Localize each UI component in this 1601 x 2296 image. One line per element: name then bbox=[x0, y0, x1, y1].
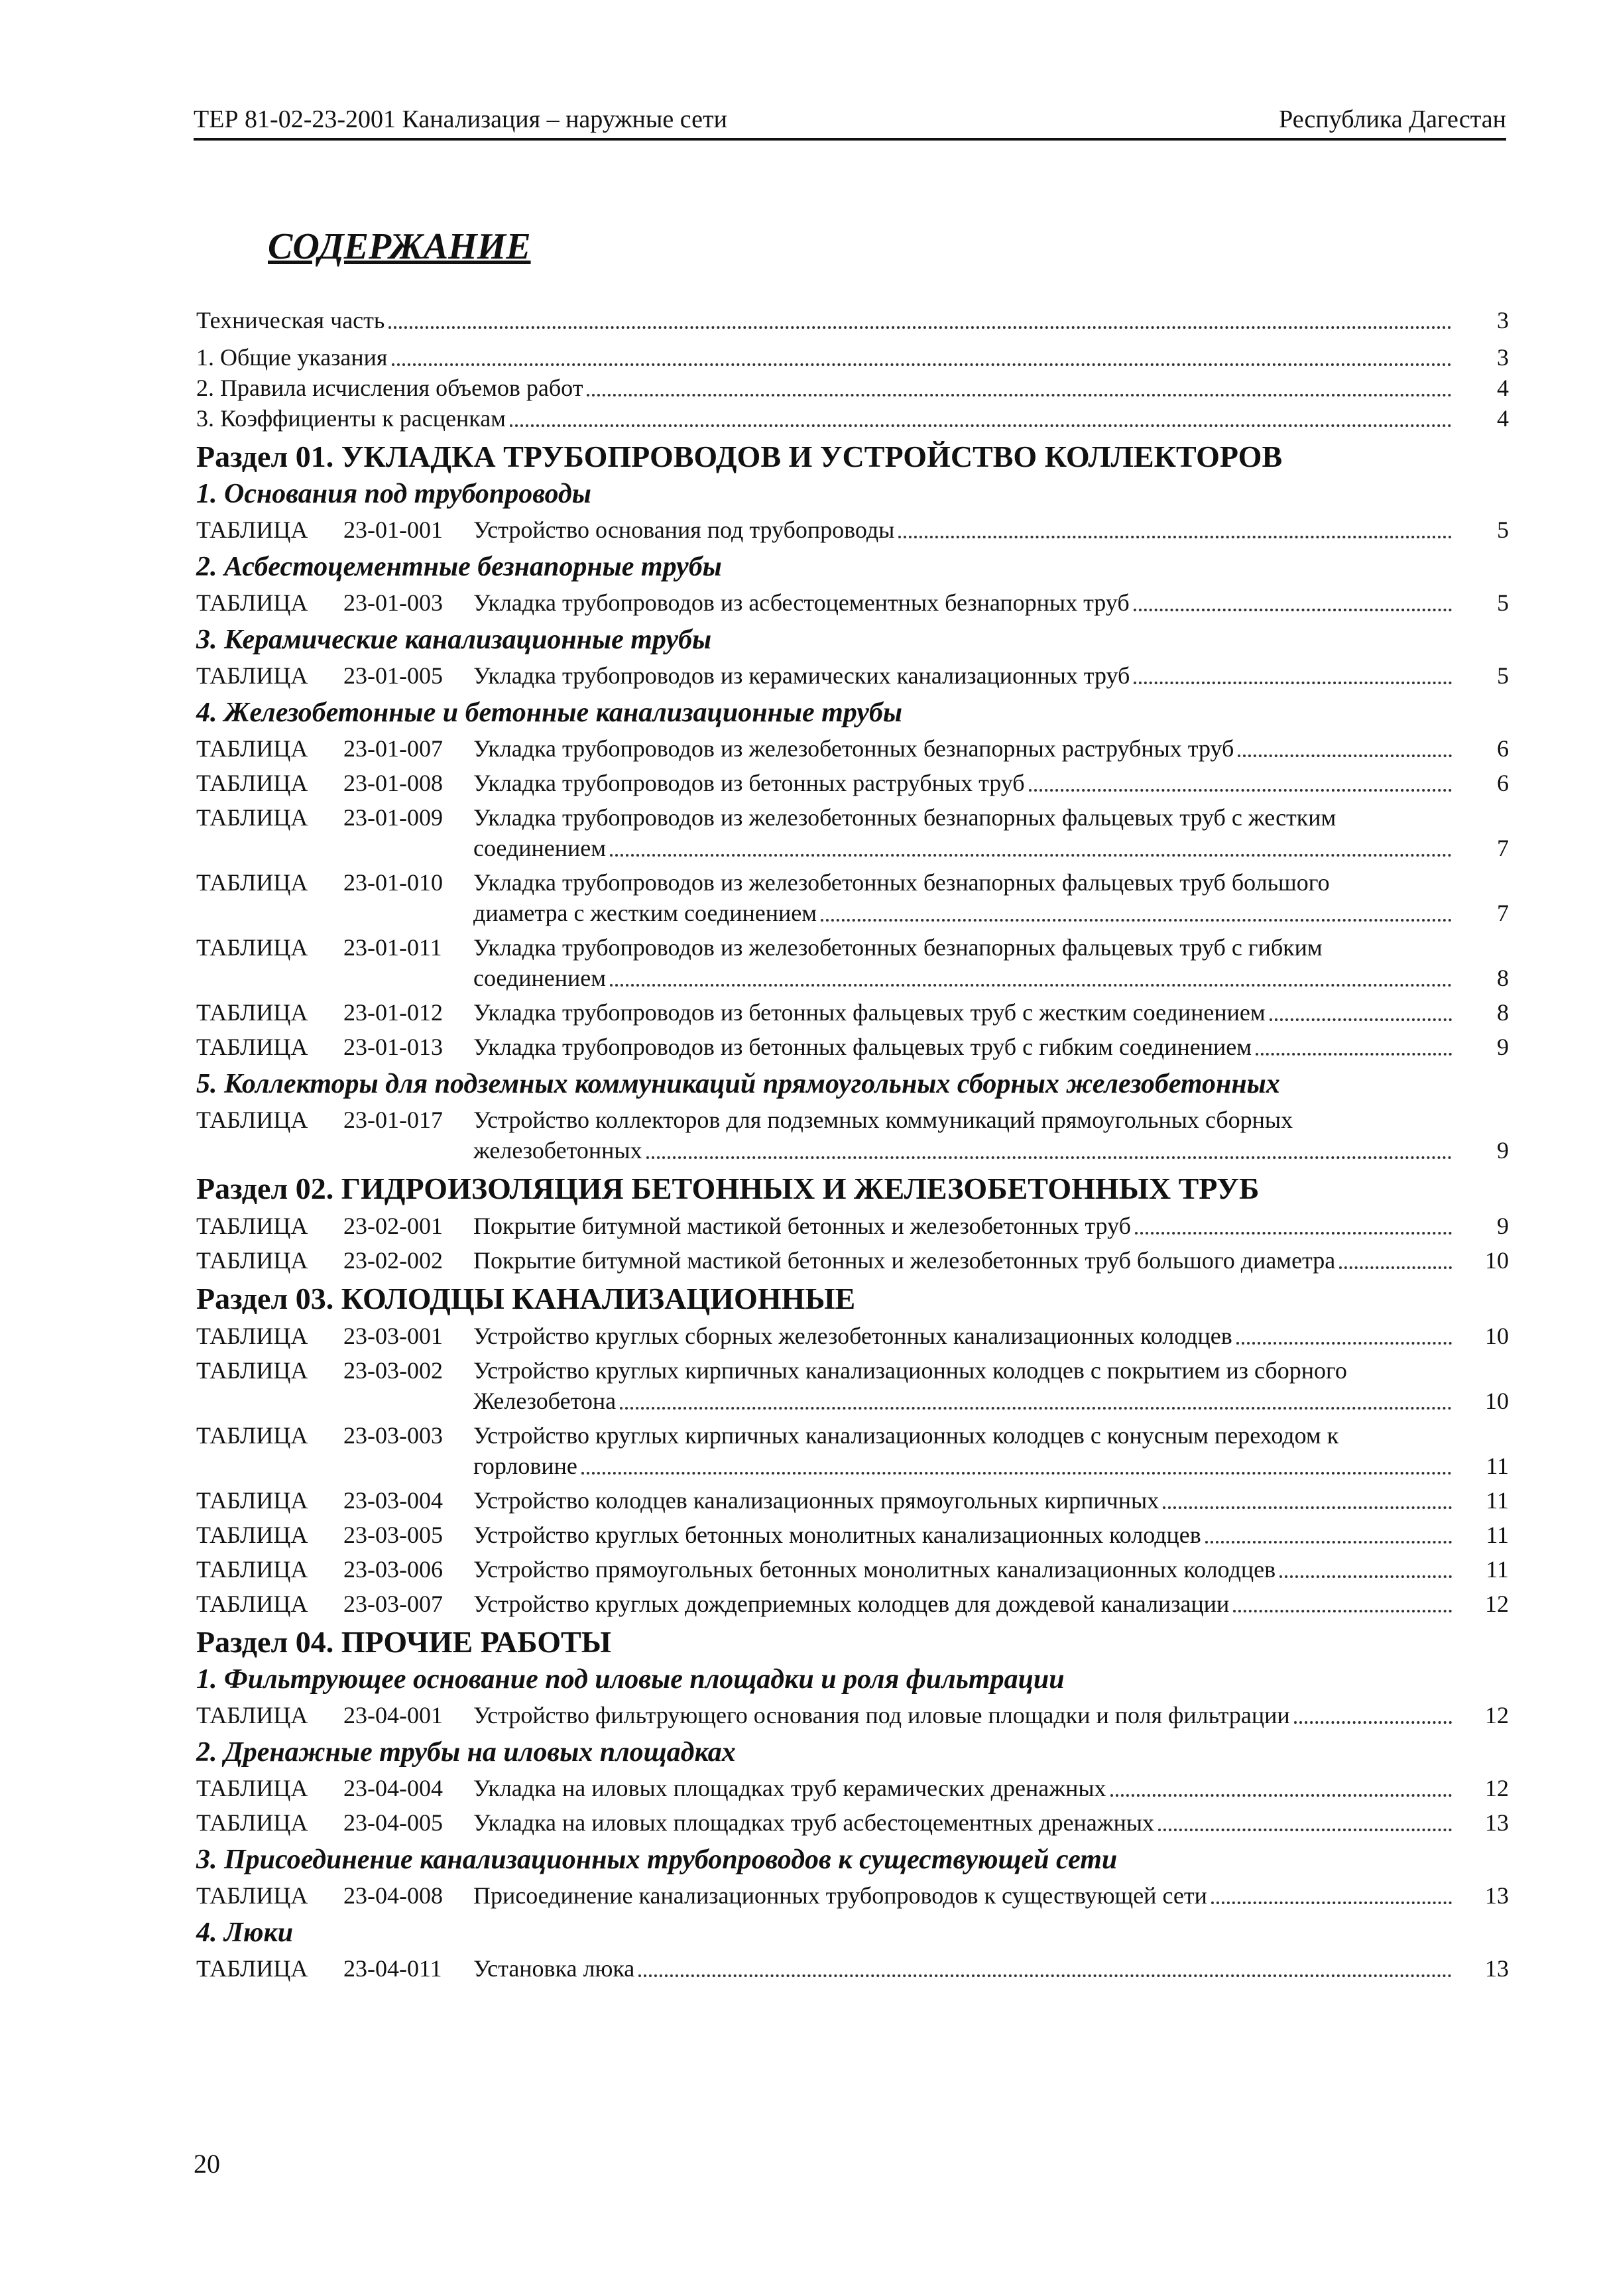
toc-line bbox=[473, 898, 1456, 928]
table-label: ТАБЛИЦА bbox=[196, 589, 308, 616]
table-code: 23-01-013 bbox=[343, 1034, 443, 1060]
table-code: 23-01-012 bbox=[343, 999, 443, 1026]
table-code: 23-03-006 bbox=[343, 1556, 443, 1583]
toc-page-number: 6 bbox=[1497, 735, 1509, 762]
toc-table-entry[interactable] bbox=[196, 1211, 1509, 1241]
toc-entry-text: Техническая часть bbox=[196, 307, 385, 333]
toc-line bbox=[196, 342, 1456, 373]
table-label: ТАБЛИЦА bbox=[196, 1775, 308, 1801]
entry-line: Укладка трубопроводов из железобетонных безнапорных фальцевых труб с жестким bbox=[473, 804, 1336, 831]
table-label: ТАБЛИЦА bbox=[196, 1882, 308, 1909]
dot-leader bbox=[898, 536, 1452, 538]
toc-table-entry[interactable] bbox=[196, 1245, 1509, 1276]
entry-description bbox=[473, 1554, 1509, 1585]
dot-leader bbox=[1134, 682, 1452, 684]
subsection-heading[interactable]: 5. Коллекторы для подземных коммуникаций прямоугольных сборных железобетонных bbox=[196, 1069, 1280, 1099]
toc-entry-text: Укладка трубопроводов из бетонных фальцевых труб с гибким соединением bbox=[473, 1034, 1252, 1060]
toc-page-number: 11 bbox=[1486, 1453, 1509, 1479]
toc-entry-text: Укладка на иловых площадках труб керамических дренажных bbox=[473, 1775, 1106, 1801]
toc-page-number: 9 bbox=[1497, 1137, 1509, 1164]
toc-line bbox=[473, 1953, 1456, 1984]
toc-line bbox=[473, 1700, 1456, 1730]
entry-last-line bbox=[473, 1386, 1509, 1416]
toc-page-number: 11 bbox=[1486, 1556, 1509, 1583]
dot-leader bbox=[1256, 1053, 1452, 1056]
section-heading[interactable]: Раздел 02. ГИДРОИЗОЛЯЦИЯ БЕТОННЫХ И ЖЕЛЕЗОБЕТОННЫХ ТРУБ bbox=[196, 1172, 1260, 1205]
table-code: 23-01-001 bbox=[343, 516, 443, 543]
toc-entry-general-2[interactable] bbox=[196, 373, 1509, 403]
toc-page-number: 3 bbox=[1497, 307, 1509, 333]
toc-table-entry[interactable] bbox=[196, 768, 1509, 798]
dot-leader bbox=[1211, 1902, 1452, 1904]
toc-table-entry[interactable] bbox=[196, 1520, 1509, 1550]
toc-line bbox=[473, 1589, 1456, 1619]
entry-description bbox=[473, 1520, 1509, 1550]
toc-line bbox=[473, 660, 1456, 691]
table-code: 23-03-002 bbox=[343, 1357, 443, 1384]
toc-entry-text: соединением bbox=[473, 965, 607, 991]
entry-description bbox=[473, 514, 1509, 545]
dot-leader bbox=[1135, 1232, 1452, 1235]
entry-last-line bbox=[473, 1520, 1509, 1550]
toc-entry-text: Устройство круглых бетонных монолитных канализационных колодцев bbox=[473, 1522, 1201, 1548]
subsection-heading[interactable]: 4. Железобетонные и бетонные канализационные трубы bbox=[196, 697, 902, 728]
entry-description bbox=[473, 1953, 1509, 1984]
dot-leader bbox=[1279, 1575, 1452, 1578]
toc-page-number: 8 bbox=[1497, 999, 1509, 1026]
toc-entry-text: Укладка трубопроводов из железобетонных безнапорных раструбных труб bbox=[473, 735, 1234, 762]
toc-table-entry[interactable] bbox=[196, 1420, 1509, 1481]
toc-line bbox=[473, 1485, 1456, 1516]
entry-last-line bbox=[473, 1451, 1509, 1481]
table-code: 23-01-010 bbox=[343, 869, 443, 896]
toc-entry-general-3[interactable] bbox=[196, 403, 1509, 434]
entry-description bbox=[473, 1211, 1509, 1241]
toc-line bbox=[473, 1520, 1456, 1550]
table-code: 23-04-004 bbox=[343, 1775, 443, 1801]
toc-line bbox=[473, 1321, 1456, 1351]
toc-line bbox=[473, 587, 1456, 618]
subsection-heading[interactable]: 3. Присоединение канализационных трубопроводов к существующей сети bbox=[196, 1844, 1118, 1875]
entry-description bbox=[473, 802, 1509, 863]
section-heading[interactable]: Раздел 04. ПРОЧИЕ РАБОТЫ bbox=[196, 1625, 611, 1659]
entry-last-line bbox=[473, 1773, 1509, 1803]
toc-entry-text: Устройство основания под трубопроводы bbox=[473, 516, 895, 543]
toc-entry-text: 2. Правила исчисления объемов работ bbox=[196, 375, 583, 401]
toc-table-entry[interactable] bbox=[196, 1105, 1509, 1166]
dot-leader bbox=[587, 394, 1452, 396]
toc-page-number: 13 bbox=[1485, 1955, 1509, 1982]
toc-table-entry[interactable] bbox=[196, 1032, 1509, 1062]
table-code: 23-01-011 bbox=[343, 934, 442, 961]
toc-entry-text: горловине bbox=[473, 1453, 577, 1479]
toc-line bbox=[473, 1773, 1456, 1803]
table-label: ТАБЛИЦА bbox=[196, 662, 308, 689]
entry-last-line bbox=[473, 963, 1509, 993]
toc-page-number: 9 bbox=[1497, 1034, 1509, 1060]
table-label: ТАБЛИЦА bbox=[196, 804, 308, 831]
toc-line bbox=[473, 1880, 1456, 1911]
toc-line bbox=[473, 1554, 1456, 1585]
toc-table-entry[interactable] bbox=[196, 1807, 1509, 1838]
entry-last-line bbox=[473, 660, 1509, 691]
toc-line bbox=[473, 963, 1456, 993]
toc-line bbox=[196, 373, 1456, 403]
table-code: 23-04-005 bbox=[343, 1809, 443, 1836]
page-number: 20 bbox=[194, 2149, 220, 2179]
table-code: 23-03-005 bbox=[343, 1522, 443, 1548]
toc-line bbox=[473, 1451, 1456, 1481]
toc-entry-text: железобетонных bbox=[473, 1137, 642, 1164]
toc-table-entry[interactable] bbox=[196, 1700, 1509, 1730]
toc-table-entry[interactable] bbox=[196, 1880, 1509, 1911]
toc-entry-text: Устройство круглых сборных железобетонных канализационных колодцев bbox=[473, 1323, 1232, 1349]
toc-line bbox=[473, 514, 1456, 545]
entry-last-line bbox=[473, 1880, 1509, 1911]
entry-description bbox=[473, 1773, 1509, 1803]
table-code: 23-02-001 bbox=[343, 1213, 443, 1239]
header-document-title: ТЕР 81-02-23-2001 Канализация – наружные сети bbox=[194, 105, 727, 133]
toc-page-number: 4 bbox=[1497, 405, 1509, 432]
table-label: ТАБЛИЦА bbox=[196, 869, 308, 896]
table-code: 23-04-001 bbox=[343, 1702, 443, 1728]
table-label: ТАБЛИЦА bbox=[196, 1487, 308, 1514]
entry-description bbox=[473, 1355, 1509, 1416]
toc-title: СОДЕРЖАНИЕ bbox=[268, 226, 531, 267]
dot-leader bbox=[821, 919, 1452, 922]
entry-description bbox=[473, 768, 1509, 798]
dot-leader bbox=[1294, 1721, 1452, 1724]
toc-entry-text: Покрытие битумной мастикой бетонных и железобетонных труб bbox=[473, 1213, 1131, 1239]
toc-entry-text: Укладка трубопроводов из асбестоцементных безнапорных труб bbox=[473, 589, 1130, 616]
toc-page-number: 12 bbox=[1485, 1775, 1509, 1801]
toc-line bbox=[473, 768, 1456, 798]
entry-description bbox=[473, 1700, 1509, 1730]
toc-entry-text: Устройство фильтрующего основания под иловые площадки и поля фильтрации bbox=[473, 1702, 1290, 1728]
entry-last-line bbox=[473, 833, 1509, 863]
toc-table-entry[interactable] bbox=[196, 1589, 1509, 1619]
toc-entry-text: диаметра с жестким соединением bbox=[473, 900, 817, 926]
toc-entry-text: Укладка трубопроводов из бетонных раструбных труб bbox=[473, 770, 1025, 796]
table-label: ТАБЛИЦА bbox=[196, 1034, 308, 1060]
entry-description bbox=[473, 587, 1509, 618]
toc-page-number: 6 bbox=[1497, 770, 1509, 796]
toc-entry-general-1[interactable] bbox=[196, 342, 1509, 373]
entry-description bbox=[473, 1105, 1509, 1166]
table-code: 23-01-017 bbox=[343, 1107, 443, 1133]
subsection-heading[interactable]: 4. Люки bbox=[196, 1917, 294, 1948]
dot-leader bbox=[1238, 755, 1452, 757]
toc-table-entry[interactable] bbox=[196, 733, 1509, 764]
entry-description bbox=[473, 1485, 1509, 1516]
table-label: ТАБЛИЦА bbox=[196, 999, 308, 1026]
toc-table-entry[interactable] bbox=[196, 1773, 1509, 1803]
toc-line bbox=[473, 1245, 1456, 1276]
table-code: 23-03-007 bbox=[343, 1591, 443, 1617]
dot-leader bbox=[610, 984, 1452, 987]
toc-page-number: 5 bbox=[1497, 516, 1509, 543]
toc-table-entry[interactable] bbox=[196, 1554, 1509, 1585]
dot-leader bbox=[1205, 1541, 1452, 1543]
subsection-heading[interactable]: 1. Фильтрующее основание под иловые площадки и роля фильтрации bbox=[196, 1664, 1065, 1695]
entry-last-line bbox=[473, 1485, 1509, 1516]
entry-description bbox=[473, 733, 1509, 764]
entry-description bbox=[473, 997, 1509, 1028]
entry-description bbox=[473, 1245, 1509, 1276]
toc-entry-text: Присоединение канализационных трубопроводов к существующей сети bbox=[473, 1882, 1207, 1909]
toc-table-entry[interactable] bbox=[196, 802, 1509, 863]
subsection-heading[interactable]: 2. Дренажные трубы на иловых площадках bbox=[196, 1737, 736, 1768]
table-code: 23-01-008 bbox=[343, 770, 443, 796]
entry-description bbox=[473, 867, 1509, 928]
dot-leader bbox=[638, 1974, 1452, 1977]
toc-table-entry[interactable] bbox=[196, 867, 1509, 928]
toc-table-entry[interactable] bbox=[196, 932, 1509, 993]
entry-description bbox=[473, 932, 1509, 993]
table-code: 23-03-003 bbox=[343, 1422, 443, 1449]
toc-line bbox=[473, 1386, 1456, 1416]
toc-page-number: 9 bbox=[1497, 1213, 1509, 1239]
table-label: ТАБЛИЦА bbox=[196, 1591, 308, 1617]
toc-entry-text: соединением bbox=[473, 835, 607, 861]
dot-leader bbox=[610, 854, 1452, 857]
toc-page-number: 12 bbox=[1485, 1702, 1509, 1728]
table-label: ТАБЛИЦА bbox=[196, 1422, 308, 1449]
entry-last-line bbox=[473, 1032, 1509, 1062]
toc-page-number: 5 bbox=[1497, 662, 1509, 689]
table-code: 23-01-009 bbox=[343, 804, 443, 831]
entry-last-line bbox=[473, 1554, 1509, 1585]
entry-last-line bbox=[473, 1135, 1509, 1166]
entry-last-line bbox=[473, 1321, 1509, 1351]
entry-line: Укладка трубопроводов из железобетонных безнапорных фальцевых труб с гибким bbox=[473, 934, 1323, 961]
toc-page-number: 11 bbox=[1486, 1522, 1509, 1548]
toc-table-entry[interactable] bbox=[196, 1953, 1509, 1984]
dot-leader bbox=[388, 326, 1452, 329]
entry-description bbox=[473, 1420, 1509, 1481]
toc-table-entry[interactable] bbox=[196, 997, 1509, 1028]
dot-leader bbox=[646, 1156, 1452, 1159]
table-label: ТАБЛИЦА bbox=[196, 1522, 308, 1548]
table-of-contents bbox=[196, 305, 1509, 1988]
entry-last-line bbox=[473, 1807, 1509, 1838]
dot-leader bbox=[1236, 1342, 1452, 1345]
dot-leader bbox=[1110, 1794, 1452, 1797]
toc-table-entry[interactable] bbox=[196, 1485, 1509, 1516]
table-label: ТАБЛИЦА bbox=[196, 735, 308, 762]
entry-description bbox=[473, 1880, 1509, 1911]
toc-entry-text: Установка люка bbox=[473, 1955, 635, 1982]
dot-leader bbox=[1163, 1506, 1452, 1509]
toc-line bbox=[196, 403, 1456, 434]
table-label: ТАБЛИЦА bbox=[196, 1556, 308, 1583]
subsection-heading[interactable]: 2. Асбестоцементные безнапорные трубы bbox=[196, 552, 722, 582]
entry-line: Устройство круглых кирпичных канализационных колодцев с покрытием из сборного bbox=[473, 1357, 1347, 1384]
toc-line bbox=[473, 733, 1456, 764]
entry-last-line bbox=[473, 587, 1509, 618]
table-label: ТАБЛИЦА bbox=[196, 1323, 308, 1349]
entry-last-line bbox=[473, 1589, 1509, 1619]
toc-page-number: 3 bbox=[1497, 344, 1509, 371]
toc-entry-text: Железобетона bbox=[473, 1388, 617, 1414]
toc-line bbox=[473, 997, 1456, 1028]
dot-leader bbox=[620, 1407, 1452, 1410]
table-code: 23-02-002 bbox=[343, 1247, 443, 1274]
table-label: ТАБЛИЦА bbox=[196, 1702, 308, 1728]
entry-description bbox=[473, 1032, 1509, 1062]
entry-last-line bbox=[473, 768, 1509, 798]
entry-last-line bbox=[473, 1953, 1509, 1984]
toc-entry-text: Укладка трубопроводов из керамических канализационных труб bbox=[473, 662, 1130, 689]
header-region: Республика Дагестан bbox=[1279, 105, 1506, 133]
table-label: ТАБЛИЦА bbox=[196, 1213, 308, 1239]
toc-line bbox=[473, 1211, 1456, 1241]
dot-leader bbox=[1339, 1266, 1452, 1269]
toc-entry-technical-part[interactable] bbox=[196, 305, 1509, 335]
table-code: 23-01-005 bbox=[343, 662, 443, 689]
toc-entry-text: 3. Коэффициенты к расценкам bbox=[196, 405, 506, 432]
table-code: 23-03-004 bbox=[343, 1487, 443, 1514]
table-label: ТАБЛИЦА bbox=[196, 1955, 308, 1982]
entry-last-line bbox=[473, 898, 1509, 928]
toc-entry-text: Укладка трубопроводов из бетонных фальцевых труб с жестким соединением bbox=[473, 999, 1266, 1026]
table-code: 23-01-007 bbox=[343, 735, 443, 762]
table-label: ТАБЛИЦА bbox=[196, 934, 308, 961]
toc-page-number: 7 bbox=[1497, 900, 1509, 926]
toc-page-number: 12 bbox=[1485, 1591, 1509, 1617]
entry-description bbox=[473, 1589, 1509, 1619]
entry-last-line bbox=[473, 997, 1509, 1028]
table-label: ТАБЛИЦА bbox=[196, 516, 308, 543]
subsection-heading[interactable]: 1. Основания под трубопроводы bbox=[196, 479, 591, 509]
toc-entry-text: 1. Общие указания bbox=[196, 344, 388, 371]
toc-table-entry[interactable] bbox=[196, 514, 1509, 545]
toc-page-number: 13 bbox=[1485, 1809, 1509, 1836]
table-code: 23-01-003 bbox=[343, 589, 443, 616]
entry-last-line bbox=[473, 733, 1509, 764]
dot-leader bbox=[392, 363, 1453, 366]
toc-entry-text: Укладка на иловых площадках труб асбестоцементных дренажных bbox=[473, 1809, 1155, 1836]
toc-page-number: 11 bbox=[1486, 1487, 1509, 1514]
table-label: ТАБЛИЦА bbox=[196, 1809, 308, 1836]
toc-page-number: 4 bbox=[1497, 375, 1509, 401]
entry-last-line bbox=[473, 1245, 1509, 1276]
dot-leader bbox=[1233, 1610, 1452, 1612]
toc-line bbox=[473, 1032, 1456, 1062]
dot-leader bbox=[1270, 1018, 1452, 1021]
toc-table-entry[interactable] bbox=[196, 1355, 1509, 1416]
table-code: 23-04-011 bbox=[343, 1955, 442, 1982]
entry-line: Укладка трубопроводов из железобетонных безнапорных фальцевых труб большого bbox=[473, 869, 1330, 896]
dot-leader bbox=[581, 1472, 1452, 1475]
toc-line bbox=[473, 1807, 1456, 1838]
toc-entry-text: Устройство прямоугольных бетонных монолитных канализационных колодцев bbox=[473, 1556, 1276, 1583]
table-code: 23-04-008 bbox=[343, 1882, 443, 1909]
toc-page-number: 8 bbox=[1497, 965, 1509, 991]
entry-line: Устройство коллекторов для подземных коммуникаций прямоугольных сборных bbox=[473, 1107, 1293, 1133]
table-label: ТАБЛИЦА bbox=[196, 1107, 308, 1133]
dot-leader bbox=[1158, 1829, 1452, 1831]
toc-table-entry[interactable] bbox=[196, 1321, 1509, 1351]
toc-page-number: 10 bbox=[1485, 1388, 1509, 1414]
table-code: 23-03-001 bbox=[343, 1323, 443, 1349]
entry-description bbox=[473, 1321, 1509, 1351]
toc-page-number: 10 bbox=[1485, 1323, 1509, 1349]
running-header bbox=[194, 105, 1506, 141]
entry-last-line bbox=[473, 1700, 1509, 1730]
section-heading[interactable]: Раздел 03. КОЛОДЦЫ КАНАЛИЗАЦИОННЫЕ bbox=[196, 1282, 856, 1315]
toc-line bbox=[473, 1135, 1456, 1166]
dot-leader bbox=[510, 424, 1452, 427]
dot-leader bbox=[1134, 609, 1452, 611]
subsection-heading[interactable]: 3. Керамические канализационные трубы bbox=[196, 625, 712, 655]
entry-description bbox=[473, 660, 1509, 691]
toc-entry-text: Устройство колодцев канализационных прямоугольных кирпичных bbox=[473, 1487, 1159, 1514]
toc-table-entry[interactable] bbox=[196, 587, 1509, 618]
entry-description bbox=[473, 1807, 1509, 1838]
toc-line bbox=[473, 833, 1456, 863]
dot-leader bbox=[1029, 789, 1452, 792]
toc-page-number: 7 bbox=[1497, 835, 1509, 861]
toc-page-number: 13 bbox=[1485, 1882, 1509, 1909]
table-label: ТАБЛИЦА bbox=[196, 1247, 308, 1274]
entry-last-line bbox=[473, 514, 1509, 545]
section-heading[interactable]: Раздел 01. УКЛАДКА ТРУБОПРОВОДОВ И УСТРОЙСТВО КОЛЛЕКТОРОВ bbox=[196, 440, 1283, 473]
toc-entry-text: Устройство круглых дождеприемных колодцев для дождевой канализации bbox=[473, 1591, 1230, 1617]
toc-page-number: 10 bbox=[1485, 1247, 1509, 1274]
entry-last-line bbox=[473, 1211, 1509, 1241]
entry-line: Устройство круглых кирпичных канализационных колодцев с конусным переходом к bbox=[473, 1422, 1339, 1449]
toc-page-number: 5 bbox=[1497, 589, 1509, 616]
toc-entry-text: Покрытие битумной мастикой бетонных и железобетонных труб большого диаметра bbox=[473, 1247, 1336, 1274]
toc-table-entry[interactable] bbox=[196, 660, 1509, 691]
table-label: ТАБЛИЦА bbox=[196, 1357, 308, 1384]
table-label: ТАБЛИЦА bbox=[196, 770, 308, 796]
